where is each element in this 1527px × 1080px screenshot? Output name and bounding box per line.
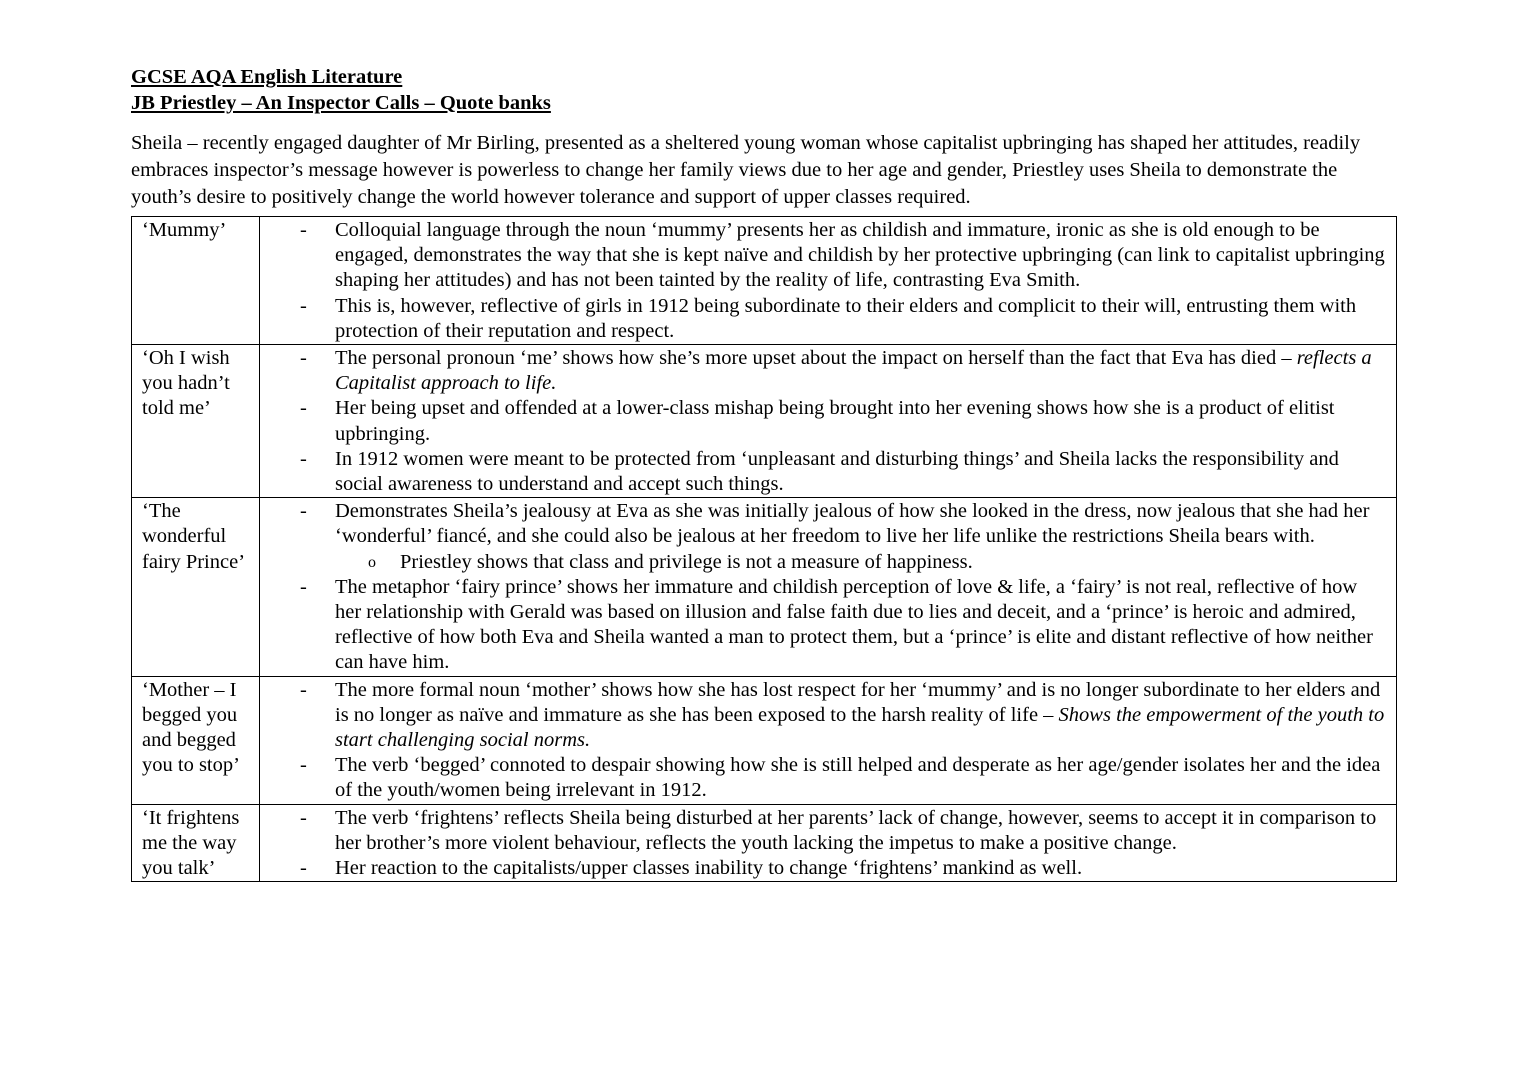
quote-text: ‘Oh I wish you hadn’t told me’: [142, 347, 230, 420]
table-row: [132, 345, 1397, 498]
analysis-cell: [260, 676, 1397, 804]
quote-bank-table: [131, 216, 1397, 882]
document-title-line-2: JB Priestley – An Inspector Calls – Quote banks: [131, 92, 551, 114]
analysis-point: - Her reaction to the capitalists/upper classes inability to change ‘frightens’ mankind as well.: [260, 856, 1388, 881]
dash-bullet-icon: -: [300, 219, 307, 241]
dash-bullet-icon: -: [300, 857, 307, 880]
dash-bullet-icon: -: [300, 678, 307, 701]
analysis-point: - The verb ‘frightens’ reflects Sheila being disturbed at her parents’ lack of change, however, seems to accept it in comparison to her brother’s more violent behaviour, reflects the youth lacking the impetus to make a positive change.: [300, 806, 1377, 854]
analysis-point: - The more formal noun ‘mother’ shows how she has lost respect for her ‘mummy’ and is no longer subordinate to her elders and is no longer as naïve and immature as she has been exposed to the harsh reality of life – Shows the empowerment of the youth to start challenging social norms.: [300, 678, 1385, 752]
analysis-point: - The metaphor ‘fairy prince’ shows her immature and childish perception of love & life, a ‘fairy’ is not real, reflective of how her relationship with Gerald was based on illusion and false faith due to lies and deceit, and a ‘prince’ is heroic and admired, reflective of how both Eva and Sheila wanted a man to protect them, but a ‘prince’ is elite and distant reflective of how neither can have him.: [300, 575, 1373, 674]
quote-cell: [132, 217, 260, 345]
quote-text: ‘It frightens me the way you talk’: [142, 806, 240, 880]
analysis-point: - Demonstrates Sheila’s jealousy at Eva as she was initially jealous of how she looked in the dress, now jealous that she had her ‘wonderful’ fiancé, and she could also be jealous at her freedom to live her life unlike the restrictions Sheila bears with.: [300, 500, 1370, 548]
dash-bullet-icon: -: [300, 500, 307, 523]
quote-text: ‘Mummy’: [142, 219, 227, 241]
table-row: [132, 676, 1397, 804]
dash-bullet-icon: -: [300, 397, 307, 420]
analysis-point: - The personal pronoun ‘me’ shows how she’s more upset about the impact on herself than the fact that Eva has died – reflects a Capitalist approach to life.: [300, 347, 1372, 395]
analysis-point: - Colloquial language through the noun ‘mummy’ presents her as childish and immature, ironic as she is old enough to be engaged, demonstrates the way that she is kept naïve and childish by her protective upbringing (can link to capitalist upbringing shaping her attitudes) and has not been tainted by the reality of life, contrasting Eva Smith.: [300, 219, 1385, 292]
dash-bullet-icon: -: [300, 575, 307, 598]
quote-cell: [132, 676, 260, 804]
table-row: [132, 498, 1397, 676]
analysis-cell: [260, 217, 1397, 345]
analysis-cell: [260, 804, 1397, 882]
dash-bullet-icon: -: [300, 347, 307, 370]
quote-text: ‘Mother – I begged you and begged you to stop’: [142, 678, 240, 777]
analysis-point: - The verb ‘begged’ connoted to despair showing how she is still helped and desperate as her age/gender isolates her and the idea of the youth/women being irrelevant in 1912.: [300, 754, 1381, 802]
italic-note: Shows the empowerment of the youth to start challenging social norms.: [335, 703, 1385, 752]
analysis-point: - In 1912 women were meant to be protected from ‘unpleasant and disturbing things’ and Sheila lacks the responsibility and social awareness to understand and accept such things.: [300, 447, 1339, 496]
analysis-cell: [260, 498, 1397, 676]
quote-text: ‘The wonderful fairy Prince’: [142, 500, 246, 573]
italic-note: reflects a Capitalist approach to life.: [335, 347, 1372, 395]
dash-bullet-icon: -: [300, 754, 307, 777]
analysis-point: - This is, however, reflective of girls in 1912 being subordinate to their elders and complicit to their will, entrusting them with protection of their reputation and respect.: [300, 294, 1357, 342]
dash-bullet-icon: -: [300, 447, 307, 470]
dash-bullet-icon: -: [300, 806, 307, 829]
table-row: [132, 217, 1397, 345]
document-title-line-1: GCSE AQA English Literature: [131, 66, 403, 88]
character-intro: Sheila – recently engaged daughter of Mr Birling, presented as a sheltered young woman whose capitalist upbringing has shaped her attitudes, readily embraces inspector’s message however is powerless to change her family views due to her age and gender, Priestley uses Sheila to demonstrate the youth’s desire to positively change the world however tolerance and support of upper classes required.: [131, 132, 1361, 208]
quote-cell: [132, 804, 260, 882]
quote-cell: [132, 345, 260, 498]
analysis-subpoint: o Priestley shows that class and privilege is not a measure of happiness.: [260, 550, 1388, 575]
quote-cell: [132, 498, 260, 676]
analysis-cell: [260, 345, 1397, 498]
analysis-point: - Her being upset and offended at a lower-class mishap being brought into her evening shows how she is a product of elitist upbringing.: [300, 397, 1335, 445]
hollow-circle-bullet-icon: o: [368, 553, 376, 571]
table-row: [132, 804, 1397, 882]
dash-bullet-icon: -: [300, 294, 307, 317]
document-page: [131, 64, 1397, 882]
